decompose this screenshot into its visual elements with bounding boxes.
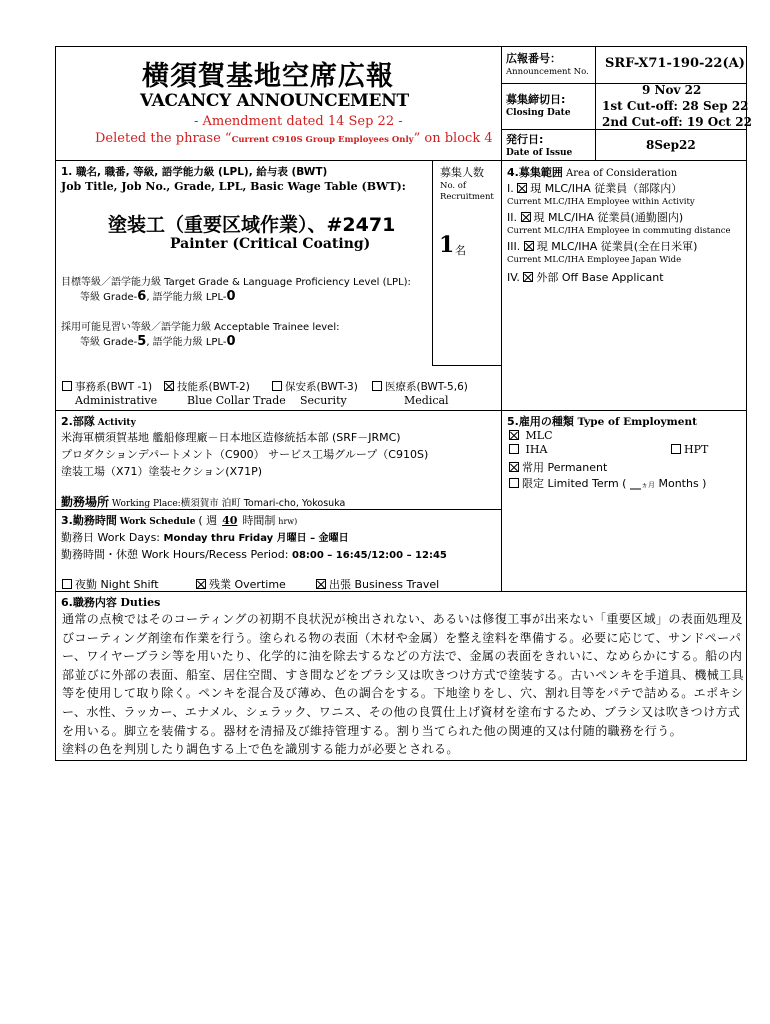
- trainee-grade: 5: [137, 334, 147, 349]
- job-title-jp: 塗装工（重要区域作業）、#2471: [108, 214, 396, 236]
- aoc-num: I.: [507, 182, 514, 195]
- block4-heading-en: Area of Consideration: [566, 168, 678, 179]
- closing-date: 9 Nov 22: [642, 83, 702, 97]
- work-days-value: Monday thru Friday 月曜日 – 金曜日: [163, 533, 349, 544]
- bwt-blue-collar-label: 技能系(BWT-2): [177, 381, 250, 393]
- working-place-label-en: Working Place:: [111, 499, 181, 509]
- week-pre: ( 週: [198, 514, 218, 527]
- night-shift-option[interactable]: [62, 576, 159, 592]
- limited-term-option[interactable]: [509, 475, 706, 491]
- checkbox-icon: [272, 381, 282, 391]
- block4-heading: [507, 164, 677, 180]
- work-hours-label: 勤務時間・休憩 Work Hours/Recess Period:: [61, 548, 289, 561]
- block3-heading-jp: 3.勤務時間: [61, 514, 117, 527]
- duties-requirement: 塗料の色を判別したり調色する上で色を識別する能力が必要とされる。: [62, 742, 459, 757]
- aoc-item-1[interactable]: [507, 180, 682, 196]
- limited-term-months: Months ): [658, 477, 707, 490]
- activity-line-2: プロダクションデパートメント（C900） サービス工場グループ（C910S): [61, 448, 429, 461]
- week-post: 時間制: [242, 514, 276, 527]
- checkbox-checked-icon: [524, 241, 534, 251]
- checkbox-checked-icon: [521, 212, 531, 222]
- hpt-option[interactable]: [671, 443, 708, 456]
- bwt-blue-collar[interactable]: [164, 379, 250, 394]
- duties-text: [62, 610, 746, 759]
- aoc-item-1-label: 現 MLC/IHA 従業員（部隊内）: [530, 182, 683, 195]
- target-grade: 6: [137, 289, 147, 304]
- announcement-number: SRF-X71-190-22(A): [605, 56, 745, 71]
- bwt-security[interactable]: [272, 379, 358, 394]
- checkbox-icon: [62, 381, 72, 391]
- iha-option[interactable]: [509, 443, 547, 456]
- activity-line-3: 塗装工場（X71）塗装セクション(X71P): [61, 465, 263, 478]
- issue-label-en: Date of Issue: [506, 148, 573, 158]
- trainee-level-value: [80, 333, 236, 349]
- bwt-blue-collar-en: Blue Collar Trade: [187, 394, 286, 407]
- cutoff-1: 1st Cut-off: 28 Sep 22: [602, 99, 749, 113]
- announcement-label-jp: 広報番号：: [506, 52, 561, 65]
- working-place: [61, 493, 345, 510]
- block1-heading-en: Job Title, Job No., Grade, LPL, Basic Wage Table (BWT):: [61, 180, 406, 193]
- trainee-lpl: 0: [226, 334, 236, 349]
- aoc-num: II.: [507, 211, 517, 224]
- activity-line-1: 米海軍横須賀基地 艦船修理廠－日本地区造修統括本部 (SRF－JRMC): [61, 431, 401, 444]
- limited-term-blank: __: [629, 477, 641, 490]
- hrw: hrw): [278, 517, 298, 526]
- block5-heading-jp: 5.雇用の種類: [507, 415, 574, 428]
- overtime-label: 残業 Overtime: [209, 578, 286, 591]
- business-travel-label: 出張 Business Travel: [329, 578, 440, 591]
- permanent-label: 常用 Permanent: [522, 461, 608, 474]
- working-place-label-jp: 勤務場所: [61, 495, 110, 509]
- block2-heading-jp: 2.部隊: [61, 415, 95, 428]
- block6-heading: [61, 594, 160, 610]
- limited-term-unit: ヵ月: [640, 481, 655, 489]
- target-grade-pre: 等級 Grade-: [80, 292, 138, 303]
- title-en: VACANCY ANNOUNCEMENT: [140, 91, 409, 111]
- mlc-label: MLC: [525, 429, 553, 442]
- checkbox-checked-icon: [316, 579, 326, 589]
- aoc-item-3-label: 現 MLC/IHA 従業員(全在日米軍): [536, 240, 698, 253]
- bwt-admin-en: Administrative: [75, 394, 158, 407]
- work-hours-value: 08:00 – 16:45/12:00 – 12:45: [291, 550, 447, 561]
- block5-heading-en: Type of Employment: [577, 416, 697, 428]
- checkbox-icon: [509, 444, 519, 454]
- bwt-medical[interactable]: [372, 379, 468, 394]
- bwt-security-label: 保安系(BWT-3): [285, 381, 358, 393]
- block6-heading-jp: 6.職務内容: [61, 596, 117, 609]
- block2-heading: [61, 413, 136, 429]
- block6-heading-en: Duties: [120, 596, 161, 609]
- closing-label-en: Closing Date: [506, 108, 571, 118]
- deleted-post: ” on block 4: [413, 131, 493, 146]
- trainee-grade-pre: 等級 Grade-: [80, 337, 138, 348]
- block3-heading: [61, 512, 297, 528]
- trainee-lpl-pre: , 語学能力級 LPL-: [146, 337, 227, 348]
- block3-heading-en: Work Schedule: [119, 517, 196, 527]
- bwt-security-en: Security: [300, 394, 347, 407]
- job-title-en: Painter (Critical Coating): [170, 236, 371, 252]
- checkbox-icon: [509, 478, 519, 488]
- aoc-item-2-en: Current MLC/IHA Employee in commuting distance: [507, 226, 731, 236]
- recruit-label-jp: 募集人数: [440, 166, 484, 179]
- aoc-item-4-label: 外部 Off Base Applicant: [536, 271, 664, 284]
- bwt-admin-label: 事務系(BWT -1): [75, 381, 153, 393]
- aoc-item-4[interactable]: [507, 269, 664, 285]
- aoc-num: III.: [507, 240, 521, 253]
- duties-paragraph: 通常の点検ではそのコーティングの初期不良状況が検出されない、あるいは修復工事が出来ない「重要区域」の表面処理及びコーティング剤塗布作業を行う。塗られる物の表面（木材や金属）を整え塗料を準備する。必要に応じて、サンドペーパー、ワイヤーブラシ等を用いたり、化学的に油を除去するなどの方法で、金属の表面をきれいに、なめらかにする。船の内部並びに外部の表面、船室、居住空間、すき間などをブラシ又は吹きつけ方式で塗装する。古いペンキを手道具、機械工具等を使用して取り除く。ペンキを混合及び薄め、色の調合をする。下地塗りをし、穴、割れ目等をパテで詰める。エポキシー、水性、ラッカー、エナメル、シェラック、ワニス、その他の良質仕上げ資材を塗布するため、ブラシ又は吹きつけ方式を用いる。脚立を装備する。器材を清掃及び維持管理する。割り当てられた他の関連的又は付随的職務を行う。: [62, 612, 745, 738]
- recruit-count: 1: [439, 232, 455, 258]
- checkbox-checked-icon: [517, 183, 527, 193]
- closing-label-jp: 募集締切日:: [506, 93, 566, 106]
- title-jp: 横須賀基地空席広報: [142, 61, 394, 92]
- recruit-label-en1: No. of: [440, 181, 467, 191]
- hpt-label: HPT: [684, 443, 709, 456]
- night-shift-label: 夜勤 Night Shift: [75, 578, 159, 591]
- checkbox-icon: [671, 444, 681, 454]
- trainee-level-label: 採用可能見習い等級／語学能力級 Acceptable Trainee level:: [61, 322, 340, 333]
- bwt-admin[interactable]: [62, 379, 152, 394]
- cutoff-2: 2nd Cut-off: 19 Oct 22: [602, 115, 752, 129]
- announcement-label-en: Announcement No.: [506, 67, 589, 77]
- deleted-phrase: Current C910S Group Employees Only: [231, 135, 414, 145]
- iha-label: IHA: [525, 443, 548, 456]
- deleted-pre: Deleted the phrase “: [95, 131, 232, 146]
- amendment-note: - Amendment dated 14 Sep 22 -: [194, 114, 403, 129]
- aoc-num: IV.: [507, 271, 520, 284]
- checkbox-checked-icon: [509, 462, 519, 472]
- work-days: [61, 529, 349, 545]
- deleted-phrase-note: [95, 131, 493, 146]
- issue-label-jp: 発行日:: [506, 133, 544, 146]
- weekly-hours: 40: [222, 514, 238, 527]
- aoc-item-3-en: Current MLC/IHA Employee Japan Wide: [507, 255, 682, 265]
- work-days-label: 勤務日 Work Days:: [61, 531, 161, 544]
- target-level-label: 目標等級／語学能力級 Target Grade & Language Proficiency Level (LPL):: [61, 277, 411, 288]
- recruit-label-en2: Recruitment: [440, 192, 494, 202]
- block4-heading-jp: 4.募集範囲: [507, 166, 563, 179]
- checkbox-icon: [62, 579, 72, 589]
- block1-heading: 1. 職名, 職番, 等級, 語学能力級 (LPL), 給与表 (BWT): [61, 166, 328, 178]
- bwt-medical-label: 医療系(BWT-5,6): [385, 381, 468, 393]
- block5-heading: [507, 413, 697, 429]
- issue-date: 8Sep22: [646, 138, 696, 152]
- checkbox-checked-icon: [509, 430, 519, 440]
- business-travel-option[interactable]: [316, 576, 439, 592]
- target-lpl: 0: [226, 289, 236, 304]
- recruit-unit: 名: [455, 244, 466, 257]
- mlc-option[interactable]: [509, 429, 552, 442]
- permanent-option[interactable]: [509, 459, 607, 475]
- checkbox-icon: [372, 381, 382, 391]
- target-level-value: [80, 288, 236, 304]
- aoc-item-1-en: Current MLC/IHA Employee within Activity: [507, 197, 695, 207]
- block2-heading-en: Activity: [97, 418, 136, 428]
- checkbox-checked-icon: [164, 381, 174, 391]
- aoc-item-2[interactable]: [507, 209, 683, 225]
- target-lpl-pre: , 語学能力級 LPL-: [146, 292, 227, 303]
- bwt-medical-en: Medical: [404, 394, 449, 407]
- checkbox-checked-icon: [523, 272, 533, 282]
- checkbox-checked-icon: [196, 579, 206, 589]
- working-place-value: 横須賀市 泊町 Tomari-cho, Yokosuka: [180, 498, 346, 509]
- work-hours: [61, 546, 447, 562]
- aoc-item-2-label: 現 MLC/IHA 従業員(通勤圏内): [533, 211, 684, 224]
- overtime-option[interactable]: [196, 576, 286, 592]
- limited-term-label: 限定 Limited Term (: [522, 477, 627, 490]
- aoc-item-3[interactable]: [507, 238, 697, 254]
